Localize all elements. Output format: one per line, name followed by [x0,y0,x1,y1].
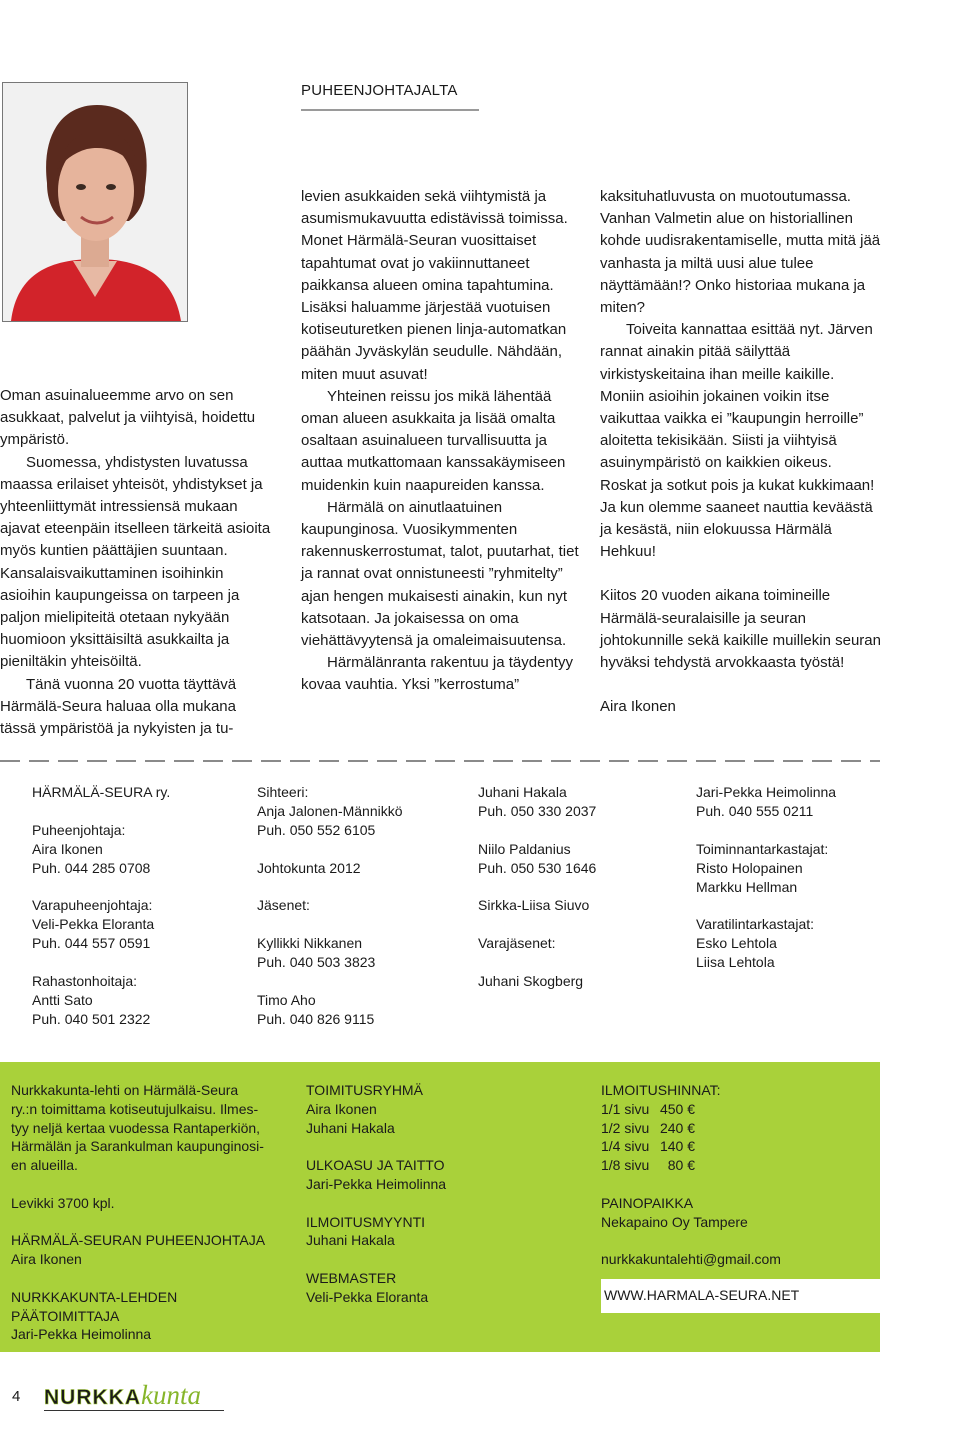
price-row [601,1100,781,1119]
contact-line [32,953,170,972]
contact-line: Anja Jalonen-Männikkö [257,802,403,819]
info-line: ry.:n toimittama kotiseutujulkaisu. Ilmes- [11,1100,259,1117]
website-text[interactable]: WWW.HARMALA-SEURA.NET [604,1287,800,1303]
paragraph: levien asukkaiden sekä viihtymistä ja asumismukavuutta edistävissä toimissa. Monet Härmälä-Seuran vuosittaiset tapahtumat ovat jo vakiinnuttaneet paikkansa alueen omina tapahtumina. Lisäksi haluamme järjestää vuotuisen kotiseuturetken pienen linja-automatkan päähän Jyväskylän seudulle. Nähdään, miten muut asuvat! [301,188,568,383]
contacts-column-3 [478,783,596,991]
contact-line [478,821,596,840]
contact-line: Puh. 040 826 9115 [257,1010,375,1027]
contact-line [478,878,596,897]
info-line: PÄÄTOIMITTAJA [11,1307,120,1324]
price-row [601,1137,781,1156]
paragraph: Härmälänranta rakentuu ja täydentyy kovaa vauhtia. Yksi ”kerrostuma” [301,654,573,694]
info-line: ULKOASU JA TAITTO [306,1157,445,1174]
contacts-column-4 [696,783,836,972]
article-column-1 [0,385,272,740]
contact-line [257,972,403,991]
contact-line: Markku Hellman [696,878,798,895]
contact-line: Varatilintarkastajat: [696,916,815,933]
contact-line: Veli-Pekka Eloranta [32,916,155,933]
info-line: Jari-Pekka Heimolinna [306,1175,447,1192]
contact-line: Juhani Skogberg [478,973,584,989]
contact-line: Risto Holopainen [696,859,803,876]
price-row [601,1156,781,1175]
info-line [306,1194,446,1213]
price-value: 80 € [667,1157,695,1174]
info-line: HÄRMÄLÄ-SEURAN PUHEENJOHTAJA [11,1232,266,1249]
info-line: Jari-Pekka Heimolinna [11,1326,152,1343]
contact-line: Puh. 050 552 6105 [257,821,376,838]
contact-line: Jäsenet: [257,897,310,914]
price-label: 1/8 sivu [601,1157,650,1174]
paragraph: Tänä vuonna 20 vuotta täyttävä Härmälä-Seura haluaa olla mukana tässä ympäristöä ja nykyisten ja tu- [0,675,237,738]
info-line: Härmälän ja Sarankulman kaupunginosi- [11,1138,264,1155]
nurkkakunta-logo [44,1380,224,1411]
info-line: Aira Ikonen [11,1251,82,1268]
paragraph: Yhteinen reissu jos mikä lähentää oman alueen asukkaita ja lisää omalta osaltaan asuinalueen turvallisuutta ja auttaa mutkattomaan kanssakäymiseen muidenkin kuin naapureiden kanssa. [301,387,566,494]
contact-line: Varajäsenet: [478,935,556,952]
page-number: 4 [12,1388,21,1405]
contact-line: Puh. 044 285 0708 [32,859,151,876]
info-line: Veli-Pekka Eloranta [306,1288,429,1305]
logo-part-1: NURKKA [44,1386,141,1409]
contact-line: Varapuheenjohtaja: [32,897,153,914]
info-line: ILMOITUSMYYNTI [306,1213,426,1230]
contact-line: Sirkka-Liisa Siuvo [478,897,590,914]
contacts-column-1 [32,783,170,1029]
contact-line: Aira Ikonen [32,840,103,857]
contacts-column-2 [257,783,403,1029]
contact-line [32,802,170,821]
price-value: 140 € [659,1138,695,1155]
info-line: WEBMASTER [306,1269,397,1286]
info-line: Juhani Hakala [306,1232,395,1249]
contact-line: Puh. 040 555 0211 [696,802,814,819]
contact-line [696,896,836,915]
email-link[interactable]: nurkkakuntalehti@gmail.com [601,1251,781,1268]
contact-line: Kyllikki Nikkanen [257,935,363,952]
contact-line [257,878,403,897]
contact-line: Niilo Paldanius [478,840,571,857]
paragraph: Toiveita kannattaa esittää nyt. Järven rannat ainakin pitää säilyttää virkistyskeitaina ihan meille kaikille. Moniin asioihin jokainen voikin itse vaikuttaa vaikka ei ”kaupungin herroille” aloitetta tekisikään. Siisti ja viihtyisä asuinympäristö on kaikkien oikeus. Roskat ja sotkut pois ja kukat kukkimaan! Ja kun olemme saaneet nauttia keväästä ja kesästä, niin elokuussa Härmälä Hehkuu! [600,321,875,561]
contact-line: Rahastonhoitaja: [32,973,138,990]
paragraph: Härmälä on ainutlaatuinen kaupunginosa. Vuosikymmenten rakennuskerrostumat, talot, puutarhat, tiet ja rannat ovat onnistuneesti ”ryhmitelty” ajan hengen mukaisesti ainakin, kun nyt katsotaan. Ja jokaisessa on oma viehättävyytensä ja omaleimaisuutensa. [301,498,579,650]
info-line [11,1269,265,1288]
contact-line: Liisa Lehtola [696,954,775,971]
printer-name: Nekapaino Oy Tampere [601,1213,748,1230]
info-line [306,1250,446,1269]
contact-line: Toiminnantarkastajat: [696,840,829,857]
spacer [601,1175,781,1194]
printer-title: PAINOPAIKKA [601,1194,694,1211]
contact-line: Puh. 050 530 1646 [478,859,597,876]
info-line [11,1213,265,1232]
signature: Aira Ikonen [600,698,676,716]
contact-line: Puheenjohtaja: [32,821,126,838]
price-value: 240 € [659,1119,695,1136]
dashed-divider [0,760,880,762]
ad-prices-title: ILMOITUSHINNAT: [601,1082,721,1098]
article-column-3 [600,186,882,718]
contact-line [478,953,596,972]
info-line: Aira Ikonen [306,1100,377,1117]
contact-line: Antti Sato [32,991,93,1008]
price-row [601,1119,781,1138]
contact-line: Puh. 044 557 0591 [32,935,151,952]
info-line: NURKKAKUNTA-LEHDEN [11,1288,178,1305]
logo-part-2: kunta [141,1380,201,1410]
contact-line: Timo Aho [257,991,316,1008]
contact-line [478,915,596,934]
info-line [306,1137,446,1156]
paragraph: Kiitos 20 vuoden aikana toimineille Härmälä-seuralaisille ja seuran johtokunnille sekä kaikille muillekin seuran hyväksi tehdystä arvokkaasta työstä! [600,587,881,672]
price-label: 1/4 sivu [601,1138,650,1155]
contact-line: Jari-Pekka Heimolinna [696,784,837,800]
portrait-image [3,83,187,321]
price-label: 1/2 sivu [601,1119,650,1136]
paragraph: Oman asuinalueemme arvo on sen asukkaat, palvelut ja viihtyisä, hoidettu ympäristö. [0,387,256,449]
paragraph: kaksituhatluvusta on muotoutumassa. Vanhan Valmetin alue on historiallinen kohde uudisrakentamiselle, mutta mitä jää vanhasta ja miltä uusi alue tulee näyttämään!? Onko historiaa mukana ja miten? [600,188,881,317]
contact-line [257,915,403,934]
info-column-3 [601,1081,781,1269]
paragraph: Suomessa, yhdistysten luvatussa maassa erilaiset yhteisöt, yhdistykset ja yhteenliittymät intressiensä mukaan ajavat eteenpäin itselleen tärkeitä asioita myös kuntien päättäjien suuntaan. Kansalaisvaikuttaminen isoihinkin asioihin kaupungeissa on tarpeen ja paljon mielipiteitä otetaan nykyään huomioon yksittäisiltä asukkailta ja pieniltäkin yhteisöiltä. [0,453,271,671]
website-link[interactable] [598,1279,898,1313]
contact-line [32,878,170,897]
info-line: tyy neljä kertaa vuodessa Rantaperkiön, [11,1119,261,1136]
contact-line [696,821,836,840]
contact-line: Johtokunta 2012 [257,859,361,876]
info-line: TOIMITUSRYHMÄ [306,1082,423,1098]
contact-line: Esko Lehtola [696,935,777,952]
spacer [601,1231,781,1250]
info-line: en alueilla. [11,1157,78,1174]
contact-line: HÄRMÄLÄ-SEURA ry. [32,784,171,800]
contact-line: Puh. 050 330 2037 [478,802,597,819]
info-column-1 [11,1081,265,1344]
info-line: Levikki 3700 kpl. [11,1194,115,1211]
chairperson-photo [2,82,188,322]
contact-line: Sihteeri: [257,784,309,800]
contact-line: Puh. 040 503 3823 [257,954,376,971]
info-line: Juhani Hakala [306,1119,395,1136]
article-column-2 [301,186,583,697]
price-label: 1/1 sivu [601,1100,650,1117]
contact-line [257,840,403,859]
info-line [11,1175,265,1194]
info-column-2 [306,1081,446,1307]
contact-line: Juhani Hakala [478,784,567,800]
price-value: 450 € [659,1100,695,1117]
info-line: Nurkkakunta-lehti on Härmälä-Seura [11,1082,239,1098]
section-title: PUHEENJOHTAJALTA [301,82,479,111]
contact-line: Puh. 040 501 2322 [32,1010,151,1027]
